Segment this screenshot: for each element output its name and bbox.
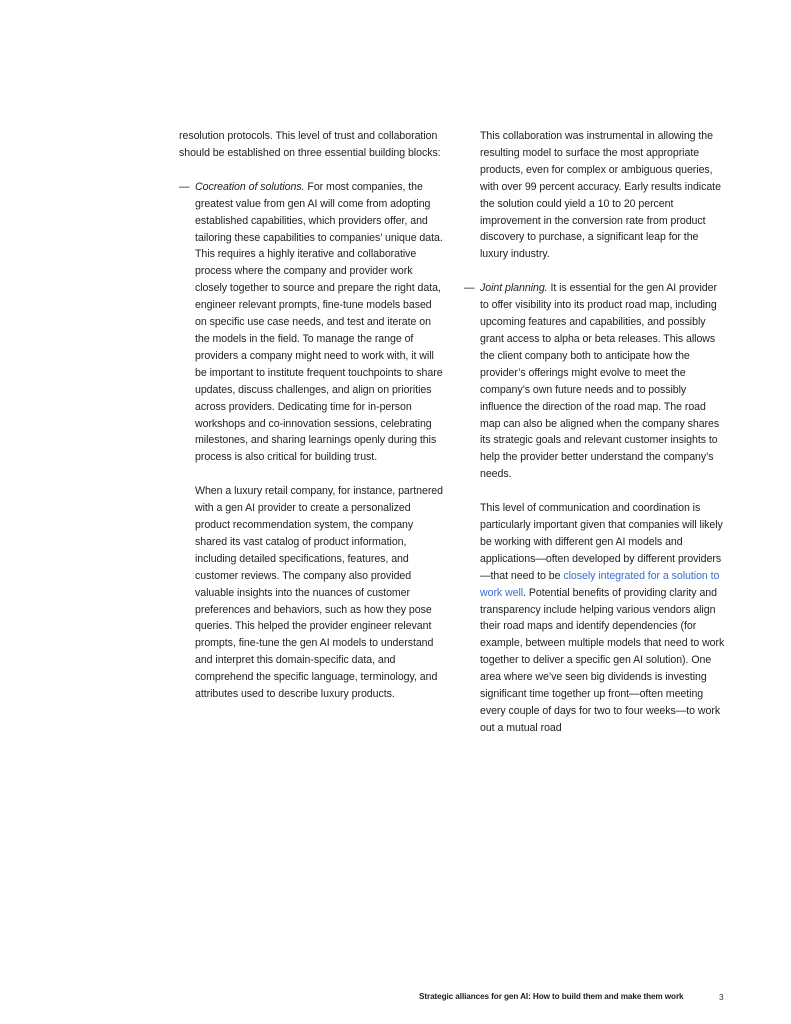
page-number: 3 bbox=[719, 992, 724, 1002]
coordination-text-before-link: This level of communication and coordination is particularly important given that companies will likely be working with different gen AI models and applications—often developed by different providers—that need to be bbox=[480, 502, 723, 582]
coordination-text-after-link: . Potential benefits of providing clarity and transparency include helping various vendors align their road maps and identify dependencies (for example, between multiple models that need to work together to deliver a specific gen AI solution). One area where we’ve seen big dividends is investing significant time together up front—often meeting every couple of days for two to four weeks—to work out a mutual road bbox=[480, 586, 725, 734]
em-dash-bullet: — bbox=[464, 282, 475, 295]
bullet-cocreation bbox=[179, 179, 444, 466]
bullet-joint-planning-body: It is essential for the gen AI provider to offer visibility into its product road map, including upcoming features and capabilities, and possibly grant access to alpha or beta releases. This allows the client company both to anticipate how the provider’s offerings might evolve to meet the company’s own future needs and to possibly influence the direction of the road map. The road map can also be aligned when the company shares its strategic goals and relevant customer insights to help the provider better understand the company’s needs. bbox=[480, 282, 720, 481]
left-column bbox=[179, 128, 444, 703]
em-dash-bullet: — bbox=[179, 180, 190, 193]
bullet-joint-planning-text bbox=[480, 280, 726, 483]
example-continuation-paragraph: This collaboration was instrumental in allowing the resulting model to surface the most appropriate products, even for complex or ambiguous queries, with over 99 percent accuracy. Early results indicate the solution could yield a 10 to 20 percent improvement in the conversion rate from product discovery to purchase, a significant leap for the luxury industry. bbox=[480, 130, 721, 261]
bullet-joint-planning bbox=[464, 280, 726, 483]
footer-title: Strategic alliances for gen AI: How to build them and make them work bbox=[419, 992, 684, 1001]
bullet-cocreation-term: Cocreation of solutions. bbox=[195, 180, 305, 193]
bullet-cocreation-text bbox=[195, 179, 444, 466]
bullet-cocreation-body: For most companies, the greatest value from gen AI will come from adopting established capabilities, which providers offer, and tailoring these capabilities to companies’ unique data. This requires a highly iterative and collaborative process where the company and provider work closely together to source and prepare the right data, engineer relevant prompts, fine-tune models based on specific use case needs, and test and iterate on the models in the field. To manage the range of providers a company might need to work with, it will be important to institute frequent touchpoints to share updates, discuss challenges, and align on priorities across providers. Dedicating time for in-person workshops and co-innovation sessions, celebrating milestones, and sharing learnings openly during this process is also critical for building trust. bbox=[195, 180, 443, 464]
luxury-example-paragraph: When a luxury retail company, for instance, partnered with a gen AI provider to create a personalized product recommendation system, the company shared its vast catalog of product information, including detailed specifications, features, and customer reviews. The company also provided valuable insights into the nuances of customer preferences and behaviors, such as how they pose queries. This helped the provider engineer relevant prompts, fine-tune the gen AI models to understand and interpret this domain-specific data, and comprehend the specific language, terminology, and attributes used to describe luxury products. bbox=[195, 485, 443, 701]
intro-paragraph: resolution protocols. This level of trust and collaboration should be established on three essential building blocks: bbox=[179, 130, 441, 159]
coordination-paragraph bbox=[480, 500, 726, 737]
integration-link[interactable]: closely integrated for a solution to work well bbox=[480, 569, 720, 599]
bullet-joint-planning-term: Joint planning. bbox=[480, 282, 548, 295]
right-column bbox=[464, 128, 726, 737]
